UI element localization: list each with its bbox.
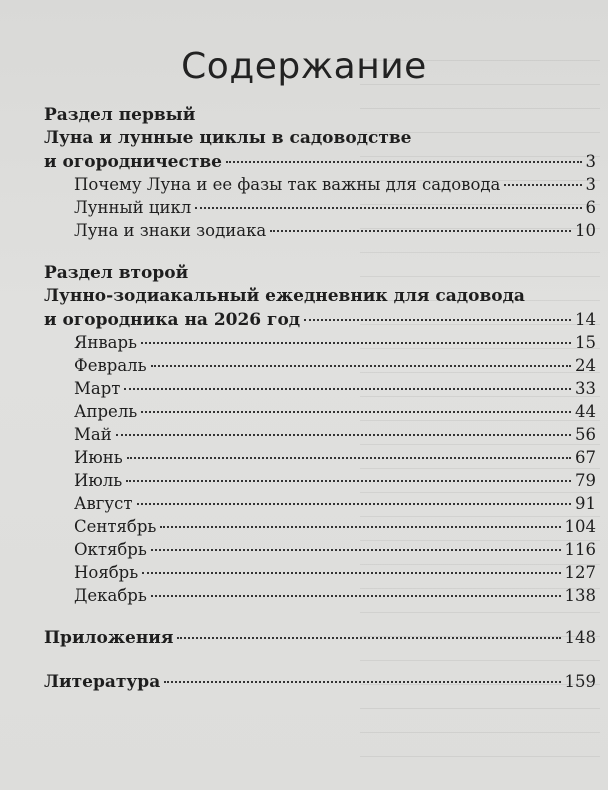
section-1-title-entry[interactable]	[44, 150, 596, 173]
page-number: 138	[564, 586, 596, 605]
toc-entry-month[interactable]	[44, 492, 596, 515]
page-number: 33	[575, 379, 596, 398]
section-1-title-line1: Луна и лунные циклы в садоводстве	[44, 128, 412, 148]
toc-entry[interactable]	[44, 173, 596, 196]
toc-entry-label: Апрель	[74, 402, 138, 421]
toc-entry-month[interactable]	[44, 538, 596, 561]
toc-entry-label: Почему Луна и ее фазы так важны для садовода	[74, 175, 501, 194]
table-of-contents	[44, 104, 596, 693]
page-number: 15	[575, 333, 596, 352]
leader-dots	[142, 572, 560, 574]
toc-entry-label: Январь	[74, 333, 137, 352]
page-number: 148	[564, 628, 596, 647]
leader-dots	[270, 230, 571, 232]
leader-dots	[304, 319, 571, 321]
leader-dots	[164, 681, 560, 683]
toc-entry-label: Июнь	[74, 448, 123, 467]
page-number: 24	[575, 356, 596, 375]
page-number: 127	[564, 563, 596, 582]
section-2-title-entry[interactable]	[44, 308, 596, 331]
leader-dots	[137, 503, 571, 505]
toc-entry-month[interactable]	[44, 515, 596, 538]
section-2-title-line2: и огородника на 2026 год	[44, 310, 301, 330]
page-title: Содержание	[181, 46, 427, 87]
leader-dots	[141, 411, 571, 413]
leader-dots	[141, 342, 571, 344]
section-1-title-line2: и огородничестве	[44, 152, 223, 172]
toc-entry-month[interactable]	[44, 400, 596, 423]
page-number: 67	[575, 448, 596, 467]
section-1-heading: Раздел первый	[44, 105, 196, 125]
page-number: 10	[575, 221, 596, 240]
toc-entry-month[interactable]	[44, 469, 596, 492]
toc-entry-label: Август	[74, 494, 133, 513]
page-number: 6	[585, 198, 596, 217]
page-number: 3	[585, 152, 596, 171]
toc-entry-label: Лунный цикл	[74, 198, 192, 217]
toc-entry-month[interactable]	[44, 331, 596, 354]
toc-entry-label: Май	[74, 425, 112, 444]
toc-entry-label: Март	[74, 379, 121, 398]
toc-entry[interactable]	[44, 219, 596, 242]
page-number: 116	[564, 540, 596, 559]
page-number: 91	[575, 494, 596, 513]
toc-entry-label: Февраль	[74, 356, 147, 375]
page-number: 56	[575, 425, 596, 444]
page-number: 14	[575, 310, 596, 329]
appendix-entry[interactable]	[44, 626, 596, 649]
leader-dots	[504, 184, 581, 186]
leader-dots	[151, 595, 561, 597]
literature-entry[interactable]	[44, 670, 596, 693]
leader-dots	[177, 637, 560, 639]
toc-entry-label: Ноябрь	[74, 563, 139, 582]
month-list	[44, 331, 596, 607]
toc-entry-month[interactable]	[44, 423, 596, 446]
toc-entry-month[interactable]	[44, 446, 596, 469]
leader-dots	[116, 434, 571, 436]
toc-entry-label: Сентябрь	[74, 517, 157, 536]
section-2-heading: Раздел второй	[44, 263, 189, 283]
page-number: 104	[564, 517, 596, 536]
toc-entry-label: Октябрь	[74, 540, 147, 559]
leader-dots	[151, 365, 571, 367]
leader-dots	[226, 161, 581, 163]
leader-dots	[195, 207, 581, 209]
page-number: 44	[575, 402, 596, 421]
appendix-label: Приложения	[44, 628, 174, 648]
leader-dots	[126, 480, 571, 482]
leader-dots	[151, 549, 561, 551]
toc-entry-month[interactable]	[44, 584, 596, 607]
toc-entry-label: Июль	[74, 471, 123, 490]
section-2	[44, 262, 596, 607]
page-number: 159	[564, 672, 596, 691]
section-2-title-line1: Лунно-зодиакальный ежедневник для садовода	[44, 286, 525, 306]
toc-entry-label: Луна и знаки зодиака	[74, 221, 267, 240]
toc-entry-month[interactable]	[44, 354, 596, 377]
page-number: 3	[585, 175, 596, 194]
toc-entry-label: Декабрь	[74, 586, 147, 605]
leader-dots	[160, 526, 560, 528]
leader-dots	[127, 457, 571, 459]
literature-label: Литература	[44, 672, 161, 692]
toc-entry-month[interactable]	[44, 561, 596, 584]
page-number: 79	[575, 471, 596, 490]
toc-entry[interactable]	[44, 196, 596, 219]
leader-dots	[124, 388, 571, 390]
section-1	[44, 104, 596, 242]
toc-entry-month[interactable]	[44, 377, 596, 400]
